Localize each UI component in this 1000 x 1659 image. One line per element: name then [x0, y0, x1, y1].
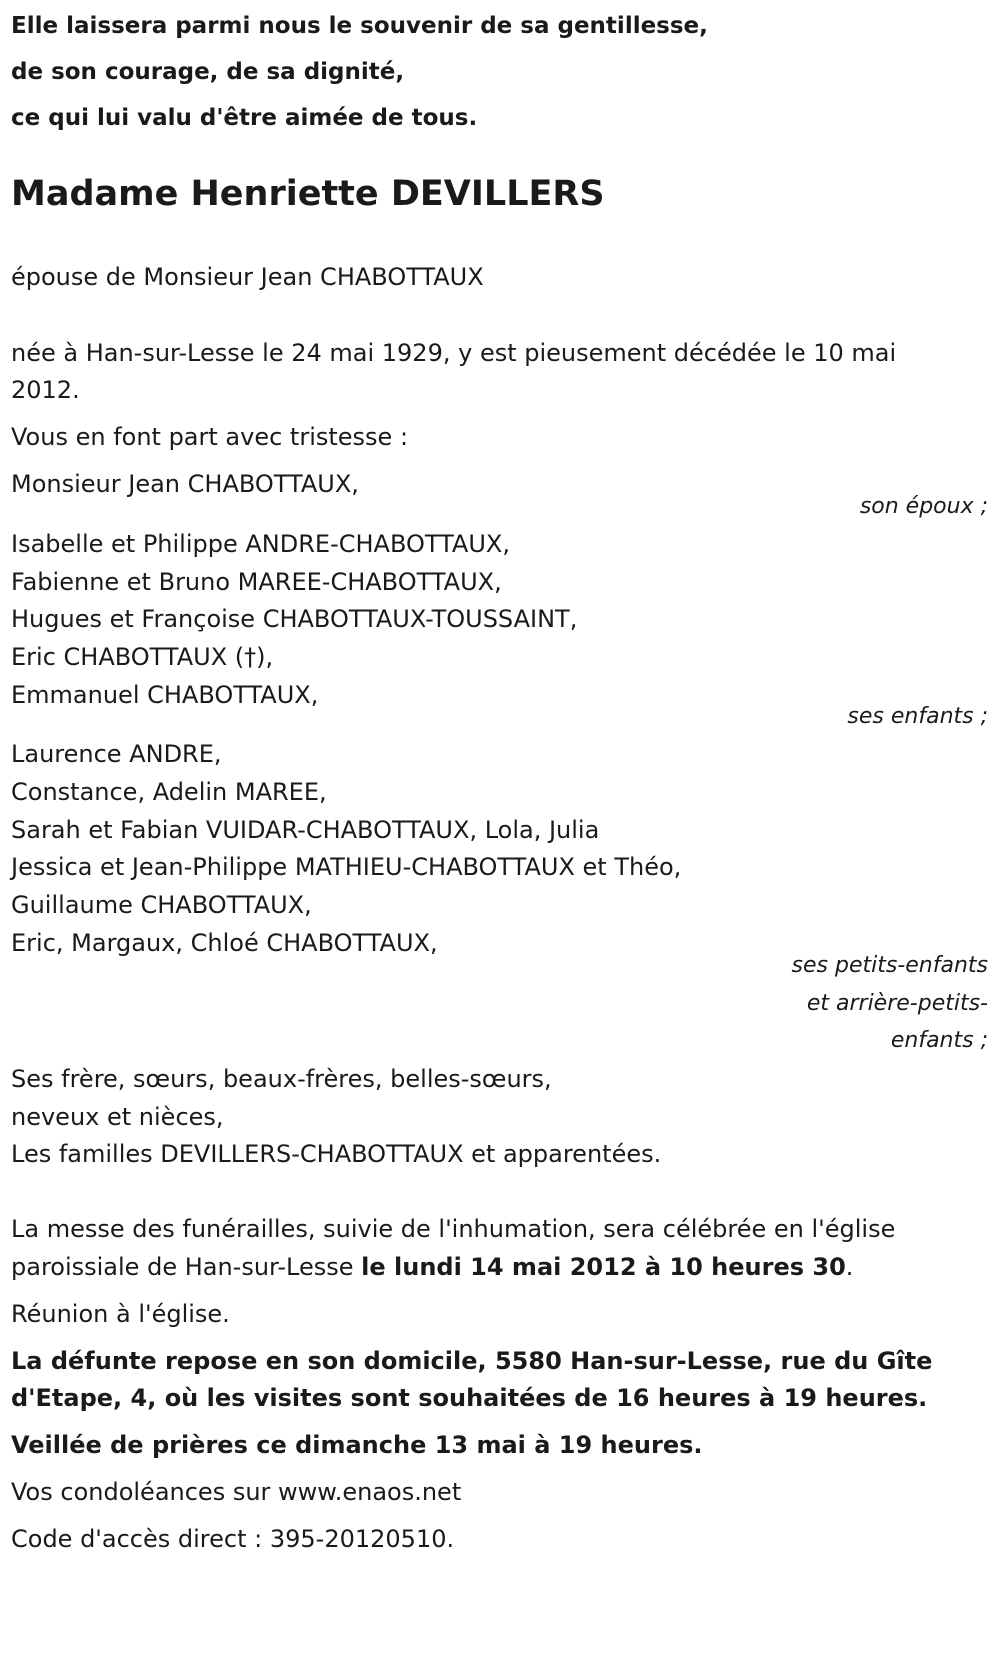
- quote-line-3: ce qui lui valu d'être aimée de tous.: [11, 105, 478, 131]
- child-member: Eric CHABOTTAUX (†),: [11, 643, 274, 671]
- birth-line-1: née à Han-sur-Lesse le 24 mai 1929, y est pieusement décédée le 10 mai: [11, 339, 897, 367]
- grandchild-member: Constance, Adelin MAREE,: [11, 778, 327, 806]
- child-member: Fabienne et Bruno MAREE-CHABOTTAUX,: [11, 568, 502, 596]
- condolences-line: Vos condoléances sur www.enaos.net: [11, 1478, 462, 1506]
- vigil-line: Veillée de prières ce dimanche 13 mai à 19 heures.: [11, 1431, 703, 1459]
- rest-line-1: La défunte repose en son domicile, 5580 Han-sur-Lesse, rue du Gîte: [11, 1347, 933, 1375]
- family-member: Les familles DEVILLERS-CHABOTTAUX et apparentées.: [11, 1140, 662, 1168]
- grandchildren-role-line-3: enfants ;: [890, 1028, 988, 1053]
- child-member: Hugues et Françoise CHABOTTAUX-TOUSSAINT,: [11, 605, 578, 633]
- grandchild-member: Guillaume CHABOTTAUX,: [11, 891, 312, 919]
- birth-line-2: 2012.: [11, 376, 80, 404]
- funeral-place: paroissiale de Han-sur-Lesse: [11, 1253, 362, 1281]
- family-member: neveux et nièces,: [11, 1103, 224, 1131]
- family-member: Ses frère, sœurs, beaux-frères, belles-sœurs,: [11, 1065, 552, 1093]
- rest-line-2: d'Etape, 4, où les visites sont souhaitées de 16 heures à 19 heures.: [11, 1384, 928, 1412]
- funeral-line-end: .: [845, 1253, 854, 1281]
- grandchild-member: Laurence ANDRE,: [11, 740, 222, 768]
- grandchildren-role-line-1: ses petits-enfants: [791, 953, 988, 978]
- deceased-name: Madame Henriette DEVILLERS: [11, 174, 605, 214]
- funeral-line-2: [11, 1247, 853, 1287]
- child-member: Emmanuel CHABOTTAUX,: [11, 681, 319, 709]
- access-code-line: Code d'accès direct : 395-20120510.: [11, 1525, 455, 1553]
- spouse-line: épouse de Monsieur Jean CHABOTTAUX: [11, 263, 484, 291]
- quote-line-2: de son courage, de sa dignité,: [11, 59, 405, 85]
- announcement: Vous en font part avec tristesse :: [11, 423, 409, 451]
- children-role: ses enfants ;: [847, 704, 988, 729]
- spouse-member: Monsieur Jean CHABOTTAUX,: [11, 470, 359, 498]
- child-member: Isabelle et Philippe ANDRE-CHABOTTAUX,: [11, 530, 510, 558]
- grandchild-member: Jessica et Jean-Philippe MATHIEU-CHABOTTAUX et Théo,: [11, 853, 682, 881]
- funeral-datetime: le lundi 14 mai 2012 à 10 heures 30: [361, 1253, 846, 1281]
- quote-line-1: Elle laissera parmi nous le souvenir de sa gentillesse,: [11, 13, 708, 39]
- grandchildren-role-line-2: et arrière-petits-: [806, 991, 988, 1016]
- grandchild-member: Sarah et Fabian VUIDAR-CHABOTTAUX, Lola, Julia: [11, 816, 600, 844]
- grandchild-member: Eric, Margaux, Chloé CHABOTTAUX,: [11, 929, 438, 957]
- meeting-line: Réunion à l'église.: [11, 1300, 230, 1328]
- funeral-line-1: La messe des funérailles, suivie de l'inhumation, sera célébrée en l'église: [11, 1215, 896, 1243]
- spouse-role: son époux ;: [859, 494, 988, 519]
